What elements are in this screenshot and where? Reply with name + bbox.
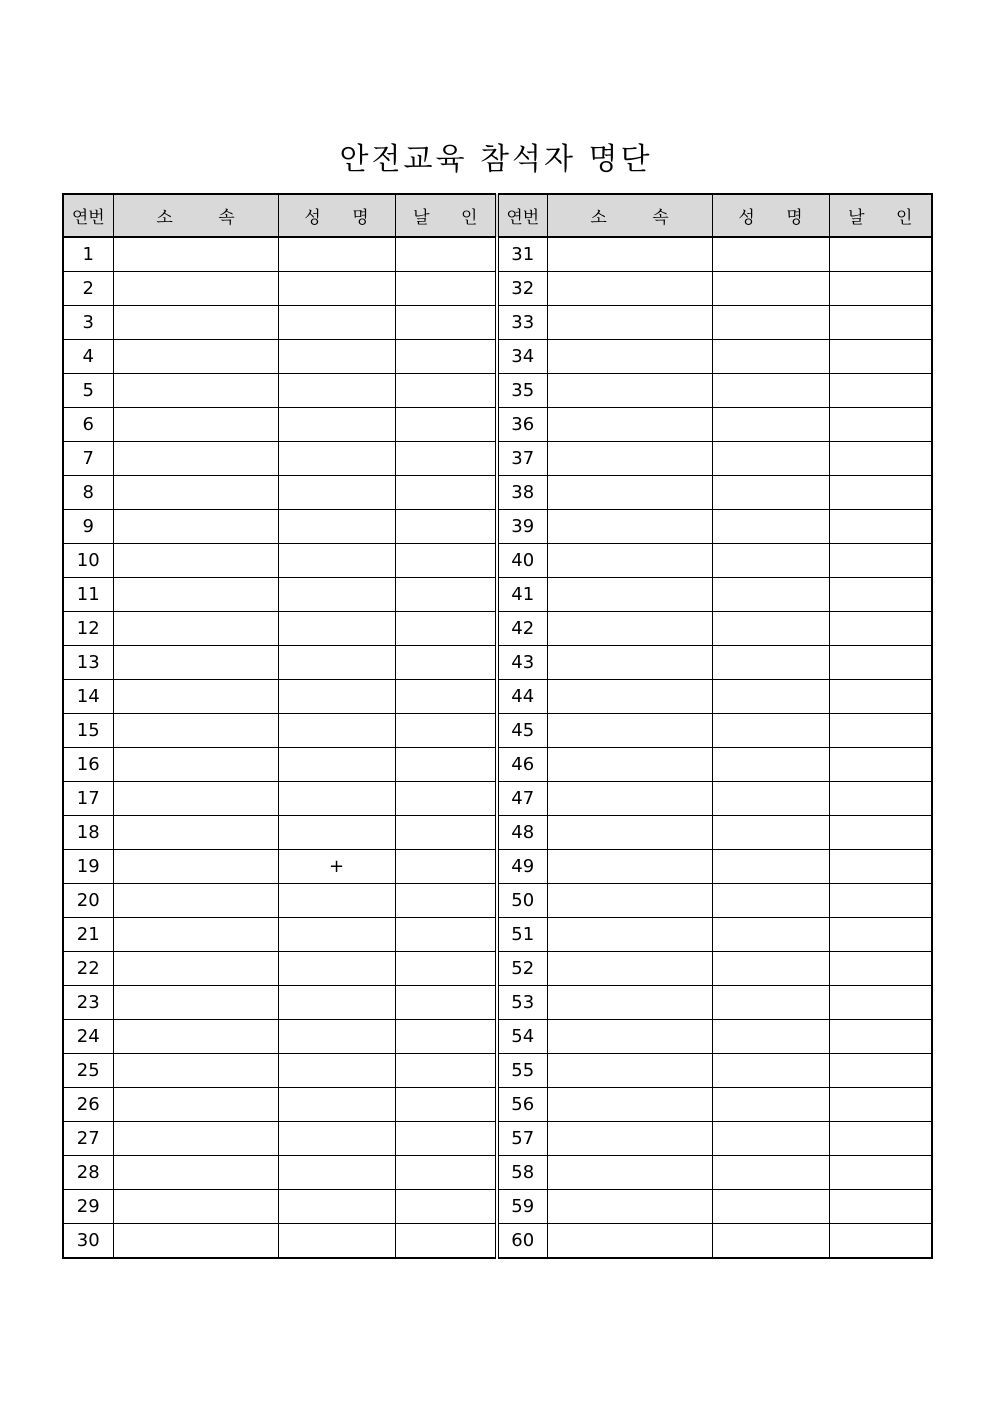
left-dept-cell[interactable]	[113, 714, 278, 748]
right-no-cell: 59	[497, 1190, 547, 1224]
left-dept-cell[interactable]	[113, 1156, 278, 1190]
right-sign-cell[interactable]	[829, 918, 932, 952]
left-name-cell[interactable]	[278, 612, 395, 646]
left-dept-cell[interactable]	[113, 612, 278, 646]
right-no-cell: 40	[497, 544, 547, 578]
right-no-cell: 48	[497, 816, 547, 850]
left-sign-cell[interactable]	[395, 1156, 497, 1190]
left-dept-cell[interactable]	[113, 272, 278, 306]
right-name-cell[interactable]	[712, 1190, 829, 1224]
right-dept-cell[interactable]	[547, 578, 712, 612]
right-no-cell: 45	[497, 714, 547, 748]
left-name-cell[interactable]	[278, 408, 395, 442]
right-dept-cell[interactable]	[547, 1224, 712, 1259]
right-no-cell: 43	[497, 646, 547, 680]
left-dept-cell[interactable]	[113, 306, 278, 340]
right-sign-cell[interactable]	[829, 510, 932, 544]
table-body	[63, 237, 932, 1258]
header-name: 성 명	[278, 194, 395, 237]
right-sign-cell[interactable]	[829, 237, 932, 272]
right-dept-cell[interactable]	[547, 1054, 712, 1088]
right-name-cell[interactable]	[712, 544, 829, 578]
left-name-cell[interactable]	[278, 1054, 395, 1088]
right-no-cell: 51	[497, 918, 547, 952]
left-dept-cell[interactable]	[113, 1088, 278, 1122]
table-row	[63, 1224, 932, 1259]
right-sign-cell[interactable]	[829, 1020, 932, 1054]
right-name-cell[interactable]	[712, 1224, 829, 1259]
table-row	[63, 1122, 932, 1156]
right-sign-cell[interactable]	[829, 544, 932, 578]
left-name-cell[interactable]	[278, 748, 395, 782]
right-no-cell: 36	[497, 408, 547, 442]
left-dept-cell[interactable]	[113, 442, 278, 476]
table-row	[63, 884, 932, 918]
right-sign-cell[interactable]	[829, 680, 932, 714]
right-no-cell: 50	[497, 884, 547, 918]
table-row	[63, 680, 932, 714]
right-sign-cell[interactable]	[829, 476, 932, 510]
right-name-cell[interactable]	[712, 850, 829, 884]
table-row	[63, 816, 932, 850]
right-name-cell[interactable]	[712, 816, 829, 850]
left-name-cell[interactable]	[278, 884, 395, 918]
left-sign-cell[interactable]	[395, 816, 497, 850]
right-no-cell: 60	[497, 1224, 547, 1259]
left-no-cell: 4	[63, 340, 113, 374]
right-sign-cell[interactable]	[829, 714, 932, 748]
left-sign-cell[interactable]	[395, 884, 497, 918]
right-dept-cell[interactable]	[547, 340, 712, 374]
left-no-cell: 15	[63, 714, 113, 748]
left-no-cell: 22	[63, 952, 113, 986]
right-name-cell[interactable]	[712, 374, 829, 408]
left-dept-cell[interactable]	[113, 476, 278, 510]
right-dept-cell[interactable]	[547, 1020, 712, 1054]
left-sign-cell[interactable]	[395, 306, 497, 340]
right-sign-cell[interactable]	[829, 1054, 932, 1088]
right-name-cell[interactable]	[712, 1156, 829, 1190]
left-dept-cell[interactable]	[113, 850, 278, 884]
left-name-cell[interactable]	[278, 1156, 395, 1190]
right-name-cell[interactable]	[712, 408, 829, 442]
right-name-cell[interactable]	[712, 884, 829, 918]
table-row	[63, 306, 932, 340]
left-dept-cell[interactable]	[113, 510, 278, 544]
left-no-cell: 24	[63, 1020, 113, 1054]
right-sign-cell[interactable]	[829, 1088, 932, 1122]
right-dept-cell[interactable]	[547, 544, 712, 578]
right-name-cell[interactable]	[712, 986, 829, 1020]
left-no-cell: 2	[63, 272, 113, 306]
header-no: 연번	[497, 194, 547, 237]
left-name-cell[interactable]	[278, 1088, 395, 1122]
table-row	[63, 1156, 932, 1190]
right-sign-cell[interactable]	[829, 340, 932, 374]
left-sign-cell[interactable]	[395, 986, 497, 1020]
right-sign-cell[interactable]	[829, 748, 932, 782]
left-dept-cell[interactable]	[113, 952, 278, 986]
left-no-cell: 16	[63, 748, 113, 782]
table-row	[63, 272, 932, 306]
right-dept-cell[interactable]	[547, 476, 712, 510]
right-name-cell[interactable]	[712, 1054, 829, 1088]
left-name-cell[interactable]	[278, 306, 395, 340]
table-row	[63, 1088, 932, 1122]
right-dept-cell[interactable]	[547, 408, 712, 442]
left-sign-cell[interactable]	[395, 510, 497, 544]
left-dept-cell[interactable]	[113, 340, 278, 374]
right-no-cell: 34	[497, 340, 547, 374]
left-sign-cell[interactable]	[395, 272, 497, 306]
left-dept-cell[interactable]	[113, 544, 278, 578]
right-no-cell: 58	[497, 1156, 547, 1190]
left-name-cell[interactable]	[278, 952, 395, 986]
right-dept-cell[interactable]	[547, 237, 712, 272]
right-sign-cell[interactable]	[829, 884, 932, 918]
right-no-cell: 41	[497, 578, 547, 612]
right-dept-cell[interactable]	[547, 272, 712, 306]
right-sign-cell[interactable]	[829, 850, 932, 884]
right-name-cell[interactable]	[712, 510, 829, 544]
right-name-cell[interactable]	[712, 442, 829, 476]
left-no-cell: 21	[63, 918, 113, 952]
left-no-cell: 13	[63, 646, 113, 680]
left-name-cell[interactable]	[278, 476, 395, 510]
left-name-cell[interactable]	[278, 816, 395, 850]
left-dept-cell[interactable]	[113, 748, 278, 782]
right-no-cell: 49	[497, 850, 547, 884]
right-sign-cell[interactable]	[829, 374, 932, 408]
left-sign-cell[interactable]	[395, 544, 497, 578]
right-name-cell[interactable]	[712, 1088, 829, 1122]
left-name-cell[interactable]	[278, 1190, 395, 1224]
right-no-cell: 31	[497, 237, 547, 272]
left-name-cell[interactable]: +	[278, 850, 395, 884]
table-row	[63, 782, 932, 816]
table-row	[63, 986, 932, 1020]
right-sign-cell[interactable]	[829, 408, 932, 442]
right-name-cell[interactable]	[712, 918, 829, 952]
right-sign-cell[interactable]	[829, 646, 932, 680]
right-dept-cell[interactable]	[547, 374, 712, 408]
left-sign-cell[interactable]	[395, 578, 497, 612]
left-no-cell: 20	[63, 884, 113, 918]
header-dept: 소 속	[547, 194, 712, 237]
right-sign-cell[interactable]	[829, 442, 932, 476]
right-dept-cell[interactable]	[547, 850, 712, 884]
right-dept-cell[interactable]	[547, 1190, 712, 1224]
header-row	[63, 194, 932, 237]
right-name-cell[interactable]	[712, 714, 829, 748]
header-no: 연번	[63, 194, 113, 237]
left-no-cell: 29	[63, 1190, 113, 1224]
left-sign-cell[interactable]	[395, 1088, 497, 1122]
right-no-cell: 39	[497, 510, 547, 544]
right-no-cell: 55	[497, 1054, 547, 1088]
left-no-cell: 12	[63, 612, 113, 646]
right-sign-cell[interactable]	[829, 1224, 932, 1259]
right-sign-cell[interactable]	[829, 782, 932, 816]
right-name-cell[interactable]	[712, 646, 829, 680]
right-dept-cell[interactable]	[547, 986, 712, 1020]
right-sign-cell[interactable]	[829, 986, 932, 1020]
right-no-cell: 52	[497, 952, 547, 986]
left-dept-cell[interactable]	[113, 1190, 278, 1224]
right-no-cell: 35	[497, 374, 547, 408]
left-no-cell: 26	[63, 1088, 113, 1122]
left-name-cell[interactable]	[278, 1224, 395, 1259]
right-sign-cell[interactable]	[829, 1190, 932, 1224]
left-name-cell[interactable]	[278, 578, 395, 612]
left-sign-cell[interactable]	[395, 1122, 497, 1156]
right-dept-cell[interactable]	[547, 1088, 712, 1122]
right-name-cell[interactable]	[712, 272, 829, 306]
left-sign-cell[interactable]	[395, 476, 497, 510]
left-sign-cell[interactable]	[395, 340, 497, 374]
right-dept-cell[interactable]	[547, 714, 712, 748]
table-row	[63, 918, 932, 952]
right-dept-cell[interactable]	[547, 306, 712, 340]
attendance-table	[62, 193, 933, 1259]
left-no-cell: 3	[63, 306, 113, 340]
right-dept-cell[interactable]	[547, 1156, 712, 1190]
right-no-cell: 33	[497, 306, 547, 340]
right-no-cell: 44	[497, 680, 547, 714]
left-sign-cell[interactable]	[395, 850, 497, 884]
left-sign-cell[interactable]	[395, 442, 497, 476]
left-dept-cell[interactable]	[113, 918, 278, 952]
left-dept-cell[interactable]	[113, 578, 278, 612]
left-name-cell[interactable]	[278, 272, 395, 306]
left-dept-cell[interactable]	[113, 1122, 278, 1156]
table-row	[63, 714, 932, 748]
right-dept-cell[interactable]	[547, 952, 712, 986]
left-no-cell: 19	[63, 850, 113, 884]
left-no-cell: 17	[63, 782, 113, 816]
right-name-cell[interactable]	[712, 306, 829, 340]
left-sign-cell[interactable]	[395, 1190, 497, 1224]
left-name-cell[interactable]	[278, 714, 395, 748]
left-name-cell[interactable]	[278, 442, 395, 476]
left-sign-cell[interactable]	[395, 714, 497, 748]
table-row	[63, 1020, 932, 1054]
table-row	[63, 510, 932, 544]
left-no-cell: 1	[63, 237, 113, 272]
right-sign-cell[interactable]	[829, 612, 932, 646]
table-row	[63, 612, 932, 646]
left-name-cell[interactable]	[278, 1122, 395, 1156]
left-sign-cell[interactable]	[395, 237, 497, 272]
left-dept-cell[interactable]	[113, 1020, 278, 1054]
left-no-cell: 28	[63, 1156, 113, 1190]
right-name-cell[interactable]	[712, 1122, 829, 1156]
left-no-cell: 11	[63, 578, 113, 612]
right-sign-cell[interactable]	[829, 1122, 932, 1156]
left-no-cell: 10	[63, 544, 113, 578]
right-name-cell[interactable]	[712, 578, 829, 612]
right-no-cell: 37	[497, 442, 547, 476]
table-row	[63, 544, 932, 578]
header-sign: 날 인	[395, 194, 497, 237]
right-no-cell: 32	[497, 272, 547, 306]
left-no-cell: 7	[63, 442, 113, 476]
right-no-cell: 56	[497, 1088, 547, 1122]
right-no-cell: 54	[497, 1020, 547, 1054]
right-dept-cell[interactable]	[547, 1122, 712, 1156]
left-name-cell[interactable]	[278, 680, 395, 714]
left-dept-cell[interactable]	[113, 237, 278, 272]
table-row	[63, 442, 932, 476]
left-sign-cell[interactable]	[395, 952, 497, 986]
left-dept-cell[interactable]	[113, 884, 278, 918]
left-name-cell[interactable]	[278, 1020, 395, 1054]
table-row	[63, 476, 932, 510]
right-name-cell[interactable]	[712, 476, 829, 510]
table-row	[63, 850, 932, 884]
left-name-cell[interactable]	[278, 510, 395, 544]
left-sign-cell[interactable]	[395, 1224, 497, 1259]
left-sign-cell[interactable]	[395, 1054, 497, 1088]
left-no-cell: 18	[63, 816, 113, 850]
header-sign: 날 인	[829, 194, 932, 237]
left-dept-cell[interactable]	[113, 986, 278, 1020]
page-title: 안전교육 참석자 명단	[339, 142, 653, 177]
left-name-cell[interactable]	[278, 544, 395, 578]
right-name-cell[interactable]	[712, 237, 829, 272]
table-row	[63, 952, 932, 986]
left-no-cell: 9	[63, 510, 113, 544]
left-name-cell[interactable]	[278, 646, 395, 680]
left-no-cell: 25	[63, 1054, 113, 1088]
left-no-cell: 23	[63, 986, 113, 1020]
right-no-cell: 46	[497, 748, 547, 782]
right-sign-cell[interactable]	[829, 578, 932, 612]
right-dept-cell[interactable]	[547, 918, 712, 952]
right-name-cell[interactable]	[712, 782, 829, 816]
right-name-cell[interactable]	[712, 340, 829, 374]
left-sign-cell[interactable]	[395, 918, 497, 952]
right-dept-cell[interactable]	[547, 680, 712, 714]
left-dept-cell[interactable]	[113, 816, 278, 850]
left-no-cell: 6	[63, 408, 113, 442]
left-dept-cell[interactable]	[113, 646, 278, 680]
table-row	[63, 408, 932, 442]
left-sign-cell[interactable]	[395, 680, 497, 714]
header-dept: 소 속	[113, 194, 278, 237]
left-name-cell[interactable]	[278, 918, 395, 952]
left-no-cell: 14	[63, 680, 113, 714]
right-no-cell: 38	[497, 476, 547, 510]
left-dept-cell[interactable]	[113, 1054, 278, 1088]
left-name-cell[interactable]	[278, 340, 395, 374]
right-sign-cell[interactable]	[829, 272, 932, 306]
left-name-cell[interactable]	[278, 986, 395, 1020]
right-dept-cell[interactable]	[547, 442, 712, 476]
right-name-cell[interactable]	[712, 1020, 829, 1054]
right-dept-cell[interactable]	[547, 646, 712, 680]
left-sign-cell[interactable]	[395, 408, 497, 442]
left-no-cell: 8	[63, 476, 113, 510]
table-row	[63, 1054, 932, 1088]
left-name-cell[interactable]	[278, 374, 395, 408]
left-sign-cell[interactable]	[395, 1020, 497, 1054]
right-sign-cell[interactable]	[829, 816, 932, 850]
right-sign-cell[interactable]	[829, 952, 932, 986]
left-no-cell: 30	[63, 1224, 113, 1259]
left-name-cell[interactable]	[278, 237, 395, 272]
right-name-cell[interactable]	[712, 612, 829, 646]
right-dept-cell[interactable]	[547, 612, 712, 646]
table-row	[63, 237, 932, 272]
right-name-cell[interactable]	[712, 952, 829, 986]
right-no-cell: 47	[497, 782, 547, 816]
left-dept-cell[interactable]	[113, 782, 278, 816]
left-dept-cell[interactable]	[113, 408, 278, 442]
table-row	[63, 340, 932, 374]
table-row	[63, 748, 932, 782]
right-no-cell: 57	[497, 1122, 547, 1156]
right-name-cell[interactable]	[712, 748, 829, 782]
right-dept-cell[interactable]	[547, 884, 712, 918]
right-sign-cell[interactable]	[829, 1156, 932, 1190]
left-no-cell: 27	[63, 1122, 113, 1156]
right-no-cell: 42	[497, 612, 547, 646]
table-row	[63, 646, 932, 680]
right-sign-cell[interactable]	[829, 306, 932, 340]
right-dept-cell[interactable]	[547, 816, 712, 850]
left-sign-cell[interactable]	[395, 374, 497, 408]
right-dept-cell[interactable]	[547, 782, 712, 816]
left-sign-cell[interactable]	[395, 782, 497, 816]
left-dept-cell[interactable]	[113, 374, 278, 408]
left-sign-cell[interactable]	[395, 646, 497, 680]
left-dept-cell[interactable]	[113, 1224, 278, 1259]
left-sign-cell[interactable]	[395, 612, 497, 646]
right-dept-cell[interactable]	[547, 510, 712, 544]
left-name-cell[interactable]	[278, 782, 395, 816]
table-row	[63, 578, 932, 612]
right-dept-cell[interactable]	[547, 748, 712, 782]
table-row	[63, 374, 932, 408]
left-dept-cell[interactable]	[113, 680, 278, 714]
table-row	[63, 1190, 932, 1224]
right-no-cell: 53	[497, 986, 547, 1020]
header-name: 성 명	[712, 194, 829, 237]
right-name-cell[interactable]	[712, 680, 829, 714]
left-no-cell: 5	[63, 374, 113, 408]
left-sign-cell[interactable]	[395, 748, 497, 782]
